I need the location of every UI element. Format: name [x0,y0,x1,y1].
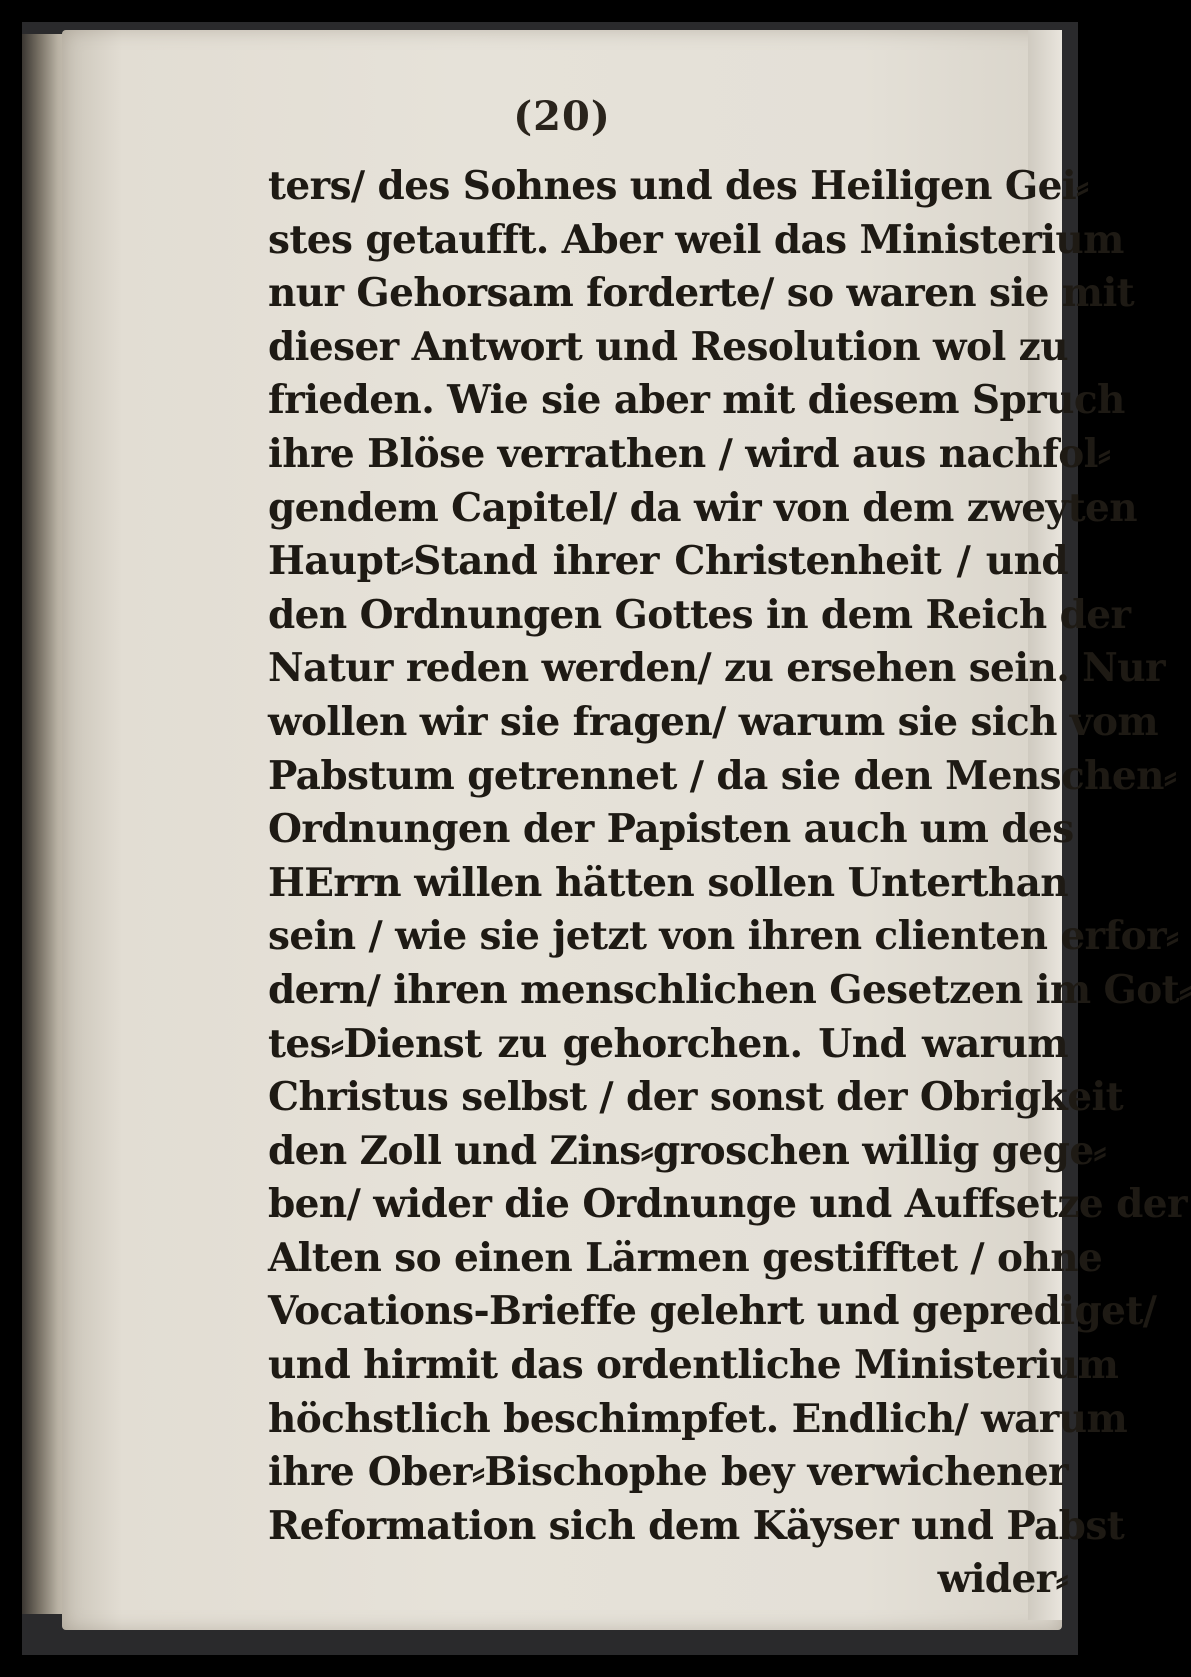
text-line: ters/ des Sohnes und des Heiligen Gei⸗ [268,163,1089,209]
text-line: Vocations-Brieffe gelehrt und geprediget/ [268,1288,1157,1335]
catchword: wider⸗ [937,1556,1068,1603]
text-line: den Ordnungen Gottes in dem Reich der [268,591,1131,638]
text-line: höchstlich beschimpfet. Endlich/ warum [268,1395,1128,1442]
text-line: ben/ wider die Ordnunge und Auffsetze der [268,1181,1187,1228]
text-line: Alten so einen Lärmen gestifftet / ohne [268,1234,1103,1281]
text-line: gendem Capitel/ da wir von dem zweyten [268,484,1137,531]
text-line: frieden. Wie sie aber mit diesem Spruch [268,377,1125,424]
text-line: wollen wir sie fragen/ warum sie sich vom [268,698,1159,745]
text-line: dieser Antwort und Resolution wol zu [268,323,1068,370]
text-line: stes getaufft. Aber weil das Ministerium [268,216,1124,263]
text-line: tes⸗Dienst zu gehorchen. Und warum [268,1020,1068,1067]
text-line: Reformation sich dem Käyser und Pabst [268,1502,1125,1549]
text-line: den Zoll und Zins⸗groschen willig gege⸗ [268,1127,1106,1174]
text-line: Christus selbst / der sonst der Obrigkeit [268,1074,1124,1121]
page-number: (20) [513,93,611,140]
text-line: Ordnungen der Papisten auch um des [268,806,1074,853]
scan-background [22,22,1191,1655]
text-line: ihre Blöse verrathen / wird aus nachfol⸗ [268,430,1111,477]
text-line: ihre Ober⸗Bischophe bey verwichener [268,1449,1068,1496]
text-line: Natur reden werden/ zu ersehen sein. Nur [268,645,1165,692]
text-line: nur Gehorsam forderte/ so waren sie mit [268,270,1135,317]
text-line: dern/ ihren menschlichen Gesetzen im Got⸗ [268,966,1191,1013]
text-block [268,160,1191,1607]
book-page [62,30,1191,1630]
text-line: sein / wie sie jetzt von ihren clienten erfor⸗ [268,913,1179,960]
text-line: und hirmit das ordentliche Ministerium [268,1342,1119,1389]
text-line: HErrn willen hätten sollen Unterthan [268,859,1068,906]
text-line: Pabstum getrennet / da sie den Menschen⸗ [268,752,1177,799]
text-line: Haupt⸗Stand ihrer Christenheit / und [268,538,1068,585]
